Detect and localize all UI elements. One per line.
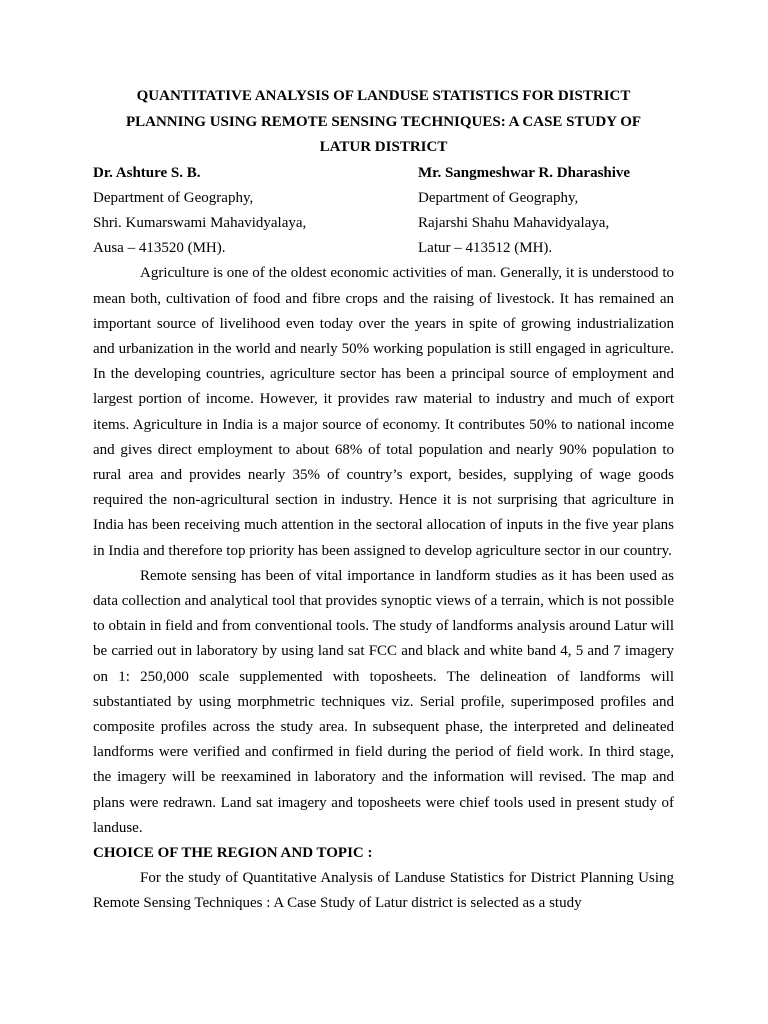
title-line: PLANNING USING REMOTE SENSING TECHNIQUES: A CASE STUDY OF [125,113,642,130]
author-name: Dr. Ashture S. B. [93,164,201,181]
paper-title [93,84,674,161]
author-first [93,161,418,262]
body-paragraph-agriculture: Agriculture is one of the oldest economic activities of man. Generally, it is understood to mean both, cultivation of food and fibre crops and the raising of livestock. It has remained an important source of livelihood even today over the years in spite of growing industrialization and urbanization in the world and nearly 50% working population is still engaged in agriculture. In the developing countries, agriculture sector has been a principal source of employment and largest portion of income. However, it provides raw material to industry and much of export items. Agriculture in India is a major source of economy. It contributes 50% to national income and gives direct employment to about 68% of total population and nearly 90% population to rural area and provides nearly 35% of country’s export, besides, supplying of wage goods required the non-agricultural section in industry. Hence it is not surprising that agriculture in India has been receiving much attention in the sectoral allocation of inputs in the five year plans in India and therefore top priority has been assigned to develop agriculture sector in our country. [93,265,674,559]
author-name: Mr. Sangmeshwar R. Dharashive [418,164,631,181]
title-line: LATUR DISTRICT [319,139,448,155]
author-block [93,161,674,262]
author-college: Rajarshi Shahu Mahavidyalaya, [418,214,610,231]
body-paragraph-remote-sensing: Remote sensing has been of vital importance in landform studies as it has been used as data collection and analytical tool that provides synoptic views of a terrain, which is not possible to obtain in field and from conventional tools. The study of landforms analysis around Latur will be carried out in laboratory by using land sat FCC and black and white band 4, 5 and 7 imagery on 1: 250,000 scale supplemented with toposheets. The delineation of landforms will substantiated by using morphmetric techniques viz. Serial profile, superimposed profiles and composite profiles across the study area. In subsequent phase, the interpreted and delineated landforms were verified and confirmed in field during the period of field work. In third stage, the imagery will be reexamined in laboratory and the information will revised. The map and plans were redrawn. Land sat imagery and toposheets were chief tools used in present study of landuse. [93,567,674,836]
section-heading: CHOICE OF THE REGION AND TOPIC : [93,844,373,861]
body-paragraph-region: For the study of Quantitative Analysis of Landuse Statistics for District Planning Using Remote Sensing Techniques : A Case Study of Latur district is selected as a study [93,870,674,912]
author-department: Department of Geography, [418,189,579,206]
title-line: QUANTITATIVE ANALYSIS OF LANDUSE STATISTICS FOR DISTRICT [136,88,631,104]
author-department: Department of Geography, [93,189,254,206]
author-address: Latur – 413512 (MH). [418,240,553,257]
author-college: Shri. Kumarswami Mahavidyalaya, [93,214,307,231]
author-second [418,161,674,262]
author-address: Ausa – 413520 (MH). [93,240,226,257]
